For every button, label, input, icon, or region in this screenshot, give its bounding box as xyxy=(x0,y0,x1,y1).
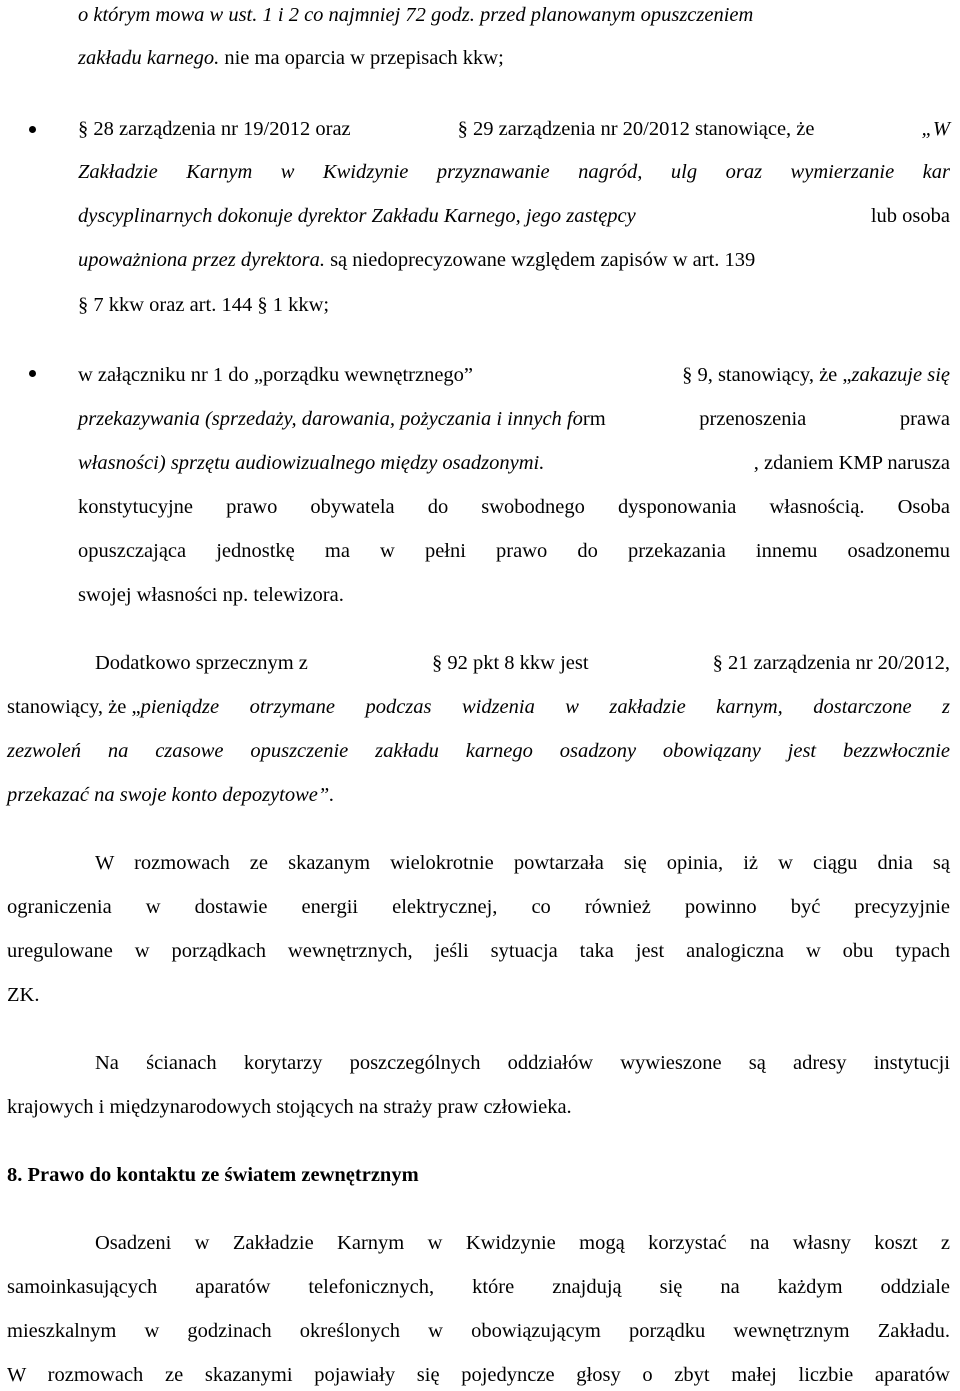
text-line: W rozmowach ze skazanymi pojawiały się pojedyncze głosy o zbyt małej liczbie aparatów xyxy=(7,1364,950,1386)
text-line xyxy=(78,292,329,318)
text-line: ograniczenia w dostawie energii elektrycznej, co również powinno być precyzyjnie xyxy=(7,896,950,918)
bullet-icon xyxy=(29,126,36,133)
text-line: Osadzeni w Zakładzie Karnym w Kwidzynie mogą korzystać na własny koszt z xyxy=(95,1232,950,1254)
text-fragment xyxy=(682,362,950,388)
text-line xyxy=(78,450,950,476)
text-fragment: 9, stanowiący, że „ xyxy=(697,364,852,386)
section-heading: 8. Prawo do kontaktu ze światem zewnętrznym xyxy=(7,1164,419,1186)
text-line xyxy=(78,45,504,71)
text-line xyxy=(78,116,950,142)
text-fragment xyxy=(78,116,351,142)
text-fragment: są niedoprecyzowane względem zapisów w art. 139 xyxy=(324,249,756,271)
section-sign: § xyxy=(712,652,723,674)
section-sign: § xyxy=(78,294,89,316)
text-line: o którym mowa w ust. 1 i 2 co najmniej 72 godz. przed planowanym opuszczeniem xyxy=(78,4,754,26)
text-line xyxy=(78,247,755,273)
text-line: opuszczająca jednostkę ma w pełni prawo do przekazania innemu osadzonemu xyxy=(78,540,950,562)
text-line: krajowych i międzynarodowych stojących na straży praw człowieka. xyxy=(7,1096,572,1118)
text-line: przekazać na swoje konto depozytowe”. xyxy=(7,784,335,806)
text-line: ZK. xyxy=(7,984,40,1006)
bullet-icon xyxy=(29,370,36,377)
text-fragment: 28 zarządzenia nr 19/2012 oraz xyxy=(93,118,351,140)
text-line xyxy=(78,203,950,229)
text-fragment: Dodatkowo sprzecznym z xyxy=(95,652,308,674)
text-line: konstytucyjne prawo obywatela do swobodnego dysponowania własnością. Osoba xyxy=(78,496,950,518)
text-line: mieszkalnym w godzinach określonych w obowiązującym porządku wewnętrznym Zakładu. xyxy=(7,1320,950,1342)
text-line xyxy=(7,694,950,720)
text-fragment: , zdaniem KMP narusza xyxy=(753,452,950,474)
text-line: zezwoleń na czasowe opuszczenie zakładu karnego osadzony obowiązany jest bezzwłocznie xyxy=(7,740,950,762)
text-fragment: upoważniona przez dyrektora. xyxy=(78,249,325,271)
text-line: Zakładzie Karnym w Kwidzynie przyznawanie nagród, ulg oraz wymierzanie kar xyxy=(78,161,950,183)
text-fragment: pieniądze otrzymane podczas widzenia w zakładzie karnym, dostarczone z xyxy=(140,696,950,718)
text-fragment: zakładu karnego. xyxy=(78,47,220,69)
text-fragment xyxy=(458,116,815,142)
text-fragment: 92 pkt 8 kkw jest xyxy=(447,652,589,674)
text-fragment: lub osoba xyxy=(870,205,950,227)
text-line xyxy=(95,650,950,676)
text-line: swojej własności np. telewizora. xyxy=(78,584,344,606)
text-line: samoinkasujących aparatów telefonicznych, które znajdują się na każdym oddziale xyxy=(7,1276,950,1298)
text-fragment: 29 zarządzenia nr 20/2012 stanowiące, że xyxy=(473,118,815,140)
text-line xyxy=(78,362,950,388)
section-sign: § xyxy=(431,652,443,674)
text-line: Na ścianach korytarzy poszczególnych oddziałów wywieszone są adresy instytucji xyxy=(95,1052,950,1074)
text-fragment: rm przenoszenia prawa xyxy=(582,408,950,430)
section-sign: § xyxy=(78,118,89,140)
text-line xyxy=(78,406,950,432)
text-fragment xyxy=(432,650,589,676)
text-fragment: stanowiący, że „ xyxy=(7,696,141,718)
section-sign: § xyxy=(257,294,268,316)
text-fragment: nie ma oparcia w przepisach kkw; xyxy=(219,47,504,69)
text-line: uregulowane w porządkach wewnętrznych, jeśli sytuacja taka jest analogiczna w obu typach xyxy=(7,940,950,962)
text-fragment: własności) sprzętu audiowizualnego między osadzonymi. xyxy=(78,452,545,474)
text-fragment: w załączniku nr 1 do „porządku wewnętrznego” xyxy=(78,364,474,386)
text-fragment: zakazuje się xyxy=(851,364,950,386)
text-line: W rozmowach ze skazanym wielokrotnie powtarzała się opinia, iż w ciągu dnia są xyxy=(95,852,950,874)
section-sign: § xyxy=(682,364,693,386)
text-fragment: przekazywania (sprzedaży, darowania, pożyczania i innych fo xyxy=(78,408,583,430)
text-fragment: dyscyplinarnych dokonuje dyrektor Zakładu Karnego, jego zastępcy xyxy=(78,205,636,227)
text-fragment xyxy=(713,650,950,676)
text-fragment: 1 kkw; xyxy=(272,294,330,316)
text-fragment: 7 kkw oraz art. 144 xyxy=(93,294,253,316)
text-fragment: „W xyxy=(921,118,950,140)
text-fragment: 21 zarządzenia nr 20/2012, xyxy=(728,652,950,674)
section-sign: § xyxy=(457,118,468,140)
